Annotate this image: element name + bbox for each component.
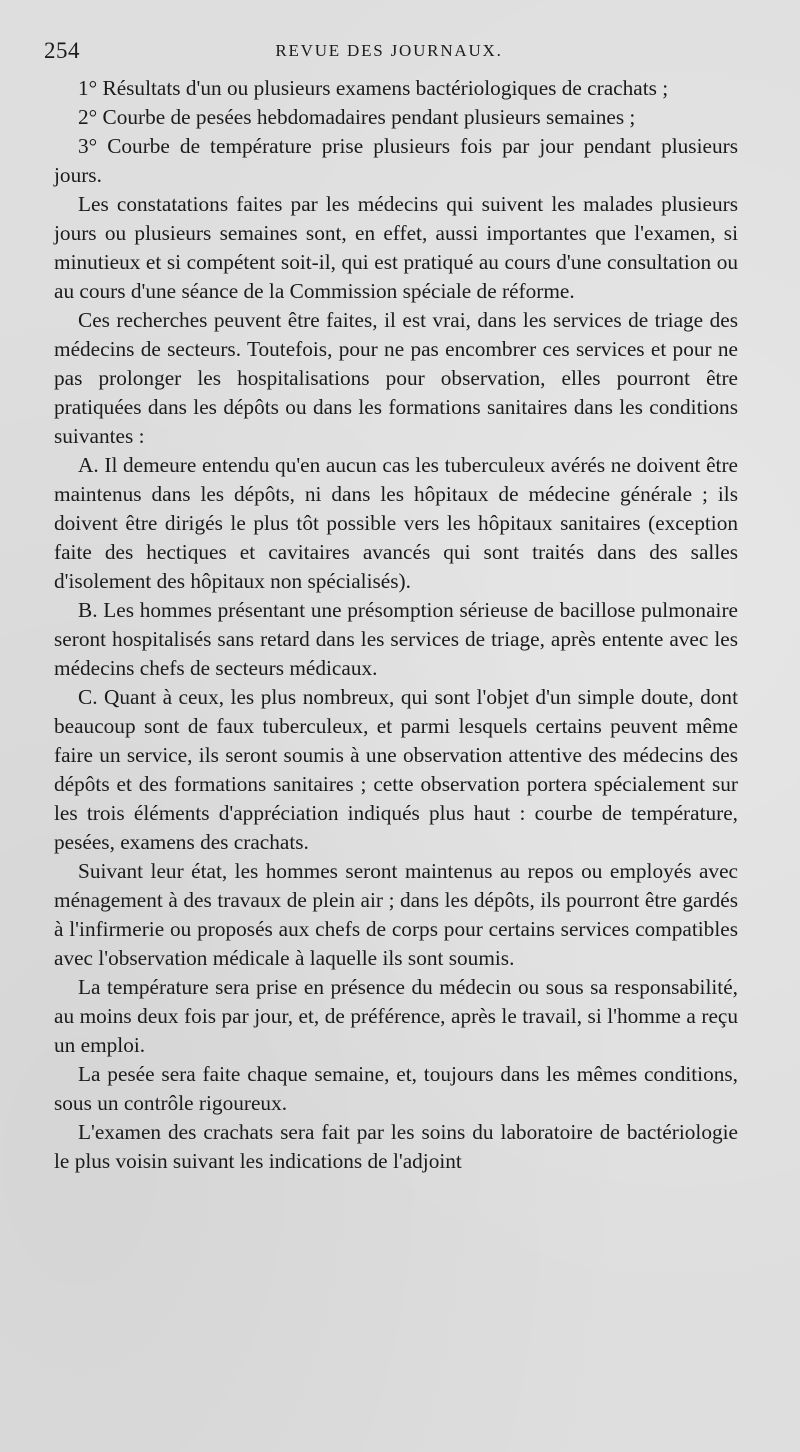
paragraph-constatations: Les constatations faites par les médecins qui suivent les malades plusieurs jours ou plusieurs semaines sont, en effet, aussi importantes que l'examen, si minutieux et si compétent soit-il, qui est pratiqué au cours d'une consultation ou au cours d'une séance de la Commission spéciale de réforme. [54, 192, 738, 303]
paragraph-suivant-leur-etat: Suivant leur état, les hommes seront maintenus au repos ou employés avec ménagement à des travaux de plein air ; dans les dépôts, ils pourront être gardés à l'infirmerie ou proposés aux chefs de corps pour certains services compatibles avec l'observation médicale à laquelle ils sont soumis. [54, 859, 738, 970]
paragraph-temperature: La température sera prise en présence du médecin ou sous sa responsabilité, au moins deux fois par jour, et, de préférence, après le travail, si l'homme a reçu un emploi. [54, 975, 738, 1057]
article-body [54, 74, 738, 1176]
paragraph-condition-c: C. Quant à ceux, les plus nombreux, qui sont l'objet d'un simple doute, dont beaucoup sont de faux tuberculeux, et parmi lesquels certains peuvent même faire un service, ils seront soumis à une observation attentive des médecins des dépôts et des formations sanitaires ; cette observation portera spécialement sur les trois éléments d'appréciation indiqués plus haut : courbe de température, pesées, examens des crachats. [54, 685, 738, 854]
paragraph-list-item-2: 2° Courbe de pesées hebdomadaires pendant plusieurs semaines ; [78, 105, 636, 129]
running-title: REVUE DES JOURNAUX. [275, 41, 503, 60]
paragraph-condition-b: B. Les hommes présentant une présomption sérieuse de bacillose pulmonaire seront hospitalisés sans retard dans les services de triage, après entente avec les médecins chefs de secteurs médicaux. [54, 598, 738, 680]
paragraph-condition-a: A. Il demeure entendu qu'en aucun cas les tuberculeux avérés ne doivent être maintenus dans les dépôts, ni dans les hôpitaux de médecine générale ; ils doivent être dirigés le plus tôt possible vers les hôpitaux sanitaires (exception faite des hectiques et cavitaires avancés qui sont traités dans des salles d'isolement des hôpitaux non spécialisés). [54, 453, 738, 593]
page-number: 254 [44, 38, 80, 63]
paragraph-pesee: La pesée sera faite chaque semaine, et, toujours dans les mêmes conditions, sous un contrôle rigoureux. [54, 1062, 738, 1115]
paragraph-examen-crachats: L'examen des crachats sera fait par les soins du laboratoire de bactériologie le plus voisin suivant les indications de l'adjoint [54, 1120, 738, 1173]
paragraph-recherches: Ces recherches peuvent être faites, il est vrai, dans les services de triage des médecins de secteurs. Toutefois, pour ne pas encombrer ces services et pour ne pas prolonger les hospitalisations pour observation, elles pourront être pratiquées dans les dépôts ou dans les formations sanitaires dans les conditions suivantes : [54, 308, 738, 448]
paragraph-list-item-3: 3° Courbe de température prise plusieurs fois par jour pendant plusieurs jours. [54, 134, 738, 187]
page-header [44, 36, 734, 66]
paragraph-list-item-1: 1° Résultats d'un ou plusieurs examens bactériologiques de crachats ; [78, 76, 669, 100]
